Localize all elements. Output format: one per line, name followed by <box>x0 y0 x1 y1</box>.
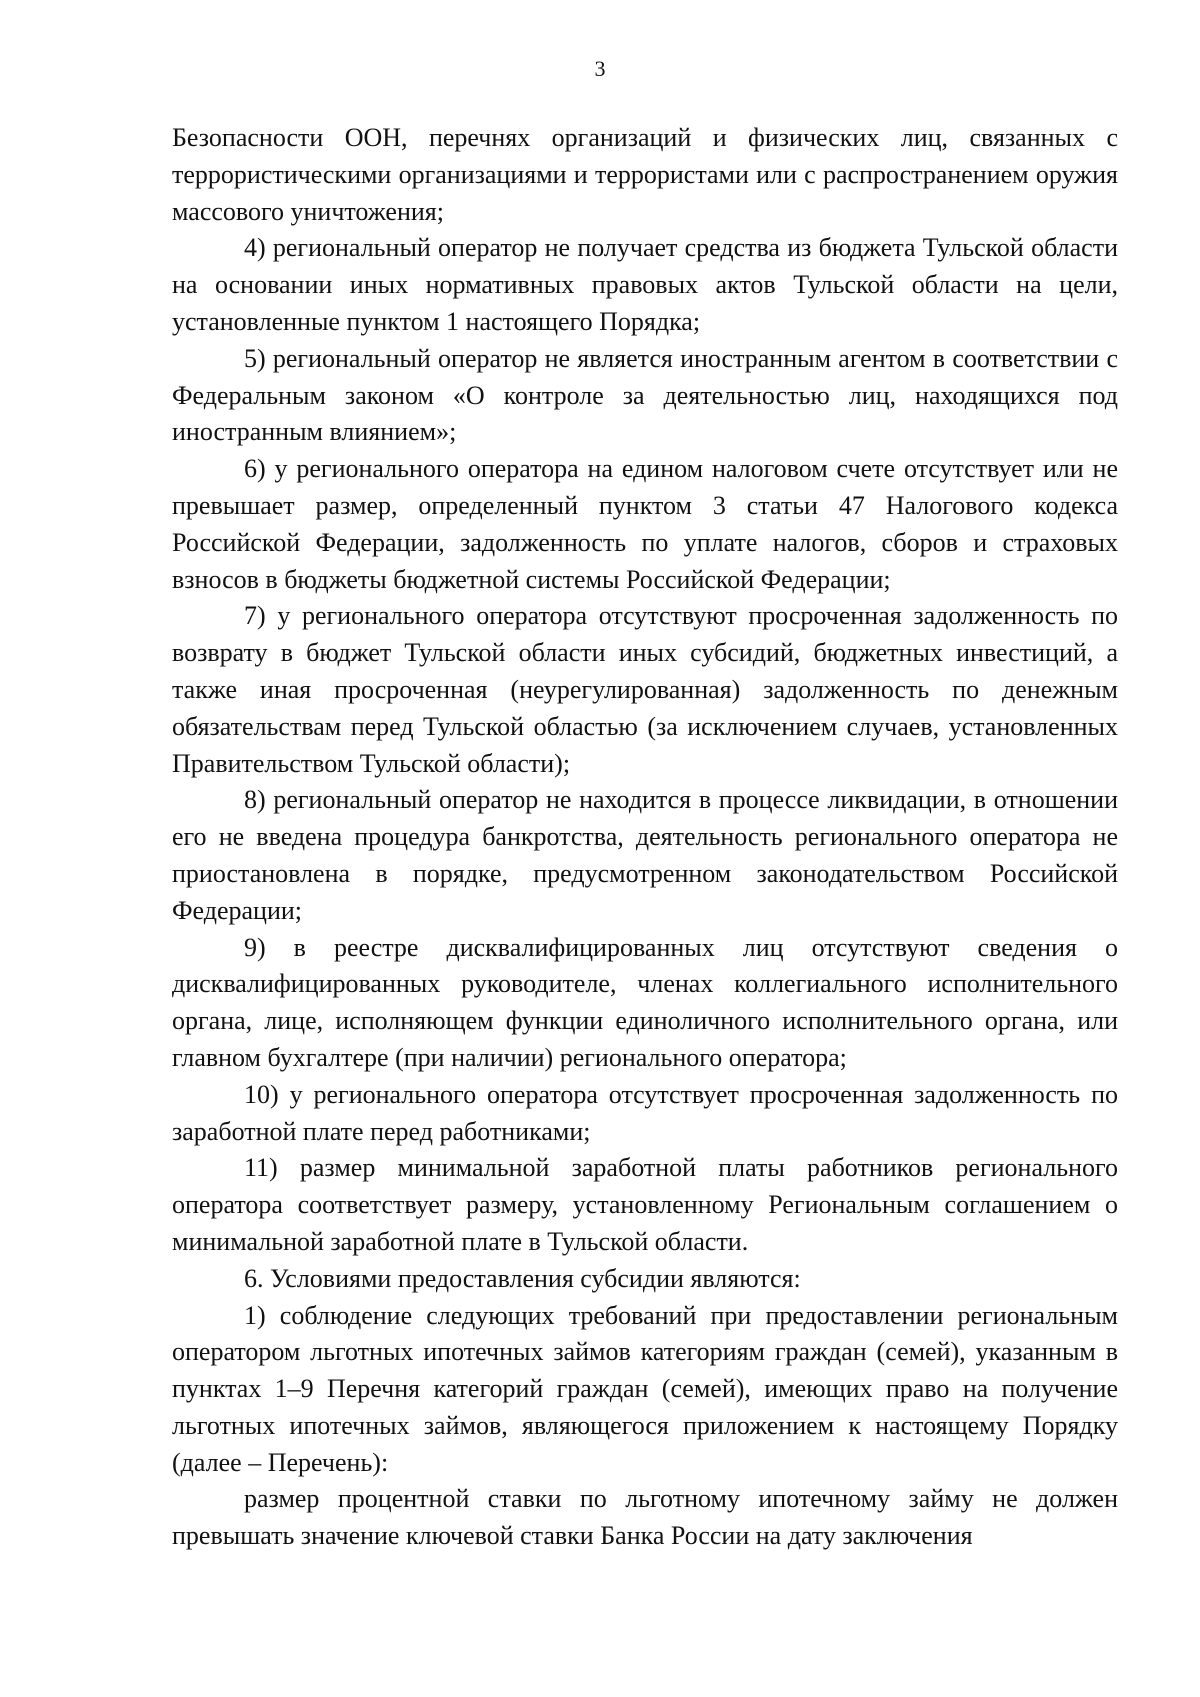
paragraph-item-5: 5) региональный оператор не является иностранным агентом в соответствии с Федеральным законом «О контроле за деятельностью лиц, находящихся под иностранным влиянием»; <box>172 343 1118 447</box>
section-6-heading: 6. Условиями предоставления субсидии являются: <box>244 1263 801 1293</box>
paragraph-item-8: 8) региональный оператор не находится в процессе ликвидации, в отношении его не введена процедура банкротства, деятельность регионального оператора не приостановлена в порядке, предусмотренном законодательством Российской Федерации; <box>172 785 1118 925</box>
document-body <box>172 120 1118 1555</box>
paragraph-continuation: Безопасности ООН, перечнях организаций и физических лиц, связанных с террористическими организациями и террористами или с распространением оружия массового уничтожения; <box>172 123 1118 226</box>
paragraph-item-9: 9) в реестре дисквалифицированных лиц отсутствуют сведения о дисквалифицированных руководителе, членах коллегиального исполнительного органа, лице, исполняющем функции единоличного исполнительного органа, или главном бухгалтере (при наличии) регионального оператора; <box>172 932 1118 1072</box>
paragraph-item-11: 11) размер минимальной заработной платы работников регионального оператора соответствует размеру, установленному Региональным соглашением о минимальной заработной плате в Тульской области. <box>172 1153 1118 1256</box>
paragraph-item-4: 4) региональный оператор не получает средства из бюджета Тульской области на основании иных нормативных правовых актов Тульской области на цели, установленные пунктом 1 настоящего Порядка; <box>172 233 1118 336</box>
paragraph-item-10: 10) у регионального оператора отсутствует просроченная задолженность по заработной плате перед работниками; <box>172 1079 1118 1146</box>
page-number: 3 <box>594 56 606 81</box>
paragraph-item-7: 7) у регионального оператора отсутствуют просроченная задолженность по возврату в бюджет Тульской области иных субсидий, бюджетных инвестиций, а также иная просроченная (неурегулированная) задолженность по денежным обязательствам перед Тульской областью (за исключением случаев, установленных Правительством Тульской области); <box>172 601 1118 778</box>
paragraph-interest-rate: размер процентной ставки по льготному ипотечному займу не должен превышать значение ключевой ставки Банка России на дату заключения <box>172 1484 1118 1551</box>
paragraph-item-6: 6) у регионального оператора на едином налоговом счете отсутствует или не превышает размер, определенный пунктом 3 статьи 47 Налогового кодекса Российской Федерации, задолженность по уплате налогов, сборов и страховых взносов в бюджеты бюджетной системы Российской Федерации; <box>172 454 1118 594</box>
paragraph-condition-1: 1) соблюдение следующих требований при предоставлении региональным оператором льготных ипотечных займов категориям граждан (семей), указанным в пунктах 1–9 Перечня категорий граждан (семей), имеющих право на получение льготных ипотечных займов, являющегося приложением к настоящему Порядку (далее – Перечень): <box>172 1300 1118 1477</box>
